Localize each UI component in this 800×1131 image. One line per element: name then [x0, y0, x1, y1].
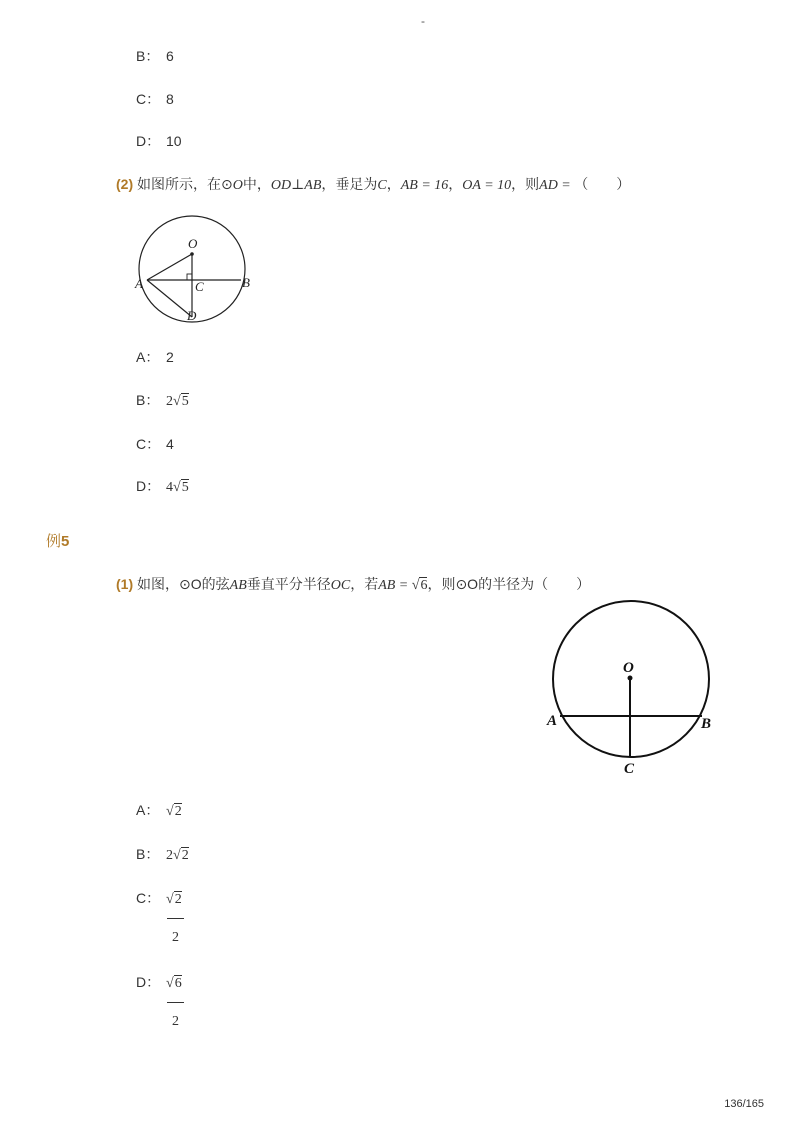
segment-oa — [147, 254, 192, 280]
stem-text: 垂直平分半径 — [246, 576, 331, 592]
circle-figure-q2 — [130, 210, 270, 326]
stem-text: 中， — [242, 176, 271, 192]
option-label: B： — [136, 846, 160, 862]
right-angle-mark — [187, 274, 192, 280]
example-number: 5 — [61, 533, 70, 550]
sqrt-numerator — [166, 890, 182, 908]
radical-sign: √ — [173, 480, 181, 495]
option-value: 10 — [166, 133, 182, 149]
label-a: A — [547, 713, 558, 729]
question-2-stem — [116, 174, 630, 194]
radicand: 5 — [181, 394, 189, 409]
center-dot — [628, 676, 633, 681]
sqrt — [173, 392, 189, 410]
stem-text: 如图，⊙O的弦 — [137, 576, 230, 592]
option-b — [136, 844, 189, 864]
label-b: B — [242, 275, 250, 290]
segment-ad — [147, 280, 192, 317]
sqrt — [173, 478, 189, 496]
fraction-bar — [167, 1002, 184, 1003]
math-oc: OC — [330, 578, 351, 593]
label-o: O — [623, 660, 634, 676]
stem-text: ， — [386, 176, 401, 192]
math-c: C — [377, 178, 387, 193]
option-label: D： — [136, 133, 161, 149]
option-c — [136, 89, 174, 109]
header-mark: - — [421, 14, 425, 28]
question-1-stem — [116, 574, 590, 594]
radicand: 2 — [174, 804, 182, 819]
circle-symbol: ⊙ — [221, 176, 233, 192]
option-label: A： — [136, 349, 160, 365]
option-label: A： — [136, 802, 160, 818]
label-c: C — [624, 761, 635, 777]
label-o: O — [188, 236, 198, 251]
math-ab-eq: AB = — [378, 578, 412, 593]
option-label: D： — [136, 478, 161, 494]
coefficient: 2 — [166, 394, 173, 409]
page-number: 136/165 — [724, 1098, 764, 1110]
math-ab-eq: AB = 16 — [400, 178, 449, 193]
option-a — [136, 800, 182, 820]
option-label: C： — [136, 436, 161, 452]
option-b — [136, 390, 189, 410]
option-label: B： — [136, 48, 160, 64]
center-dot — [190, 252, 194, 256]
fraction-bar — [167, 918, 184, 919]
option-c — [136, 888, 182, 908]
option-d — [136, 476, 189, 496]
label-c: C — [195, 279, 204, 294]
radicand: 6 — [174, 976, 182, 991]
stem-text: 如图所示，在 — [137, 176, 222, 192]
option-value: 4 — [166, 436, 174, 452]
denominator: 2 — [172, 930, 179, 945]
option-value: 6 — [166, 48, 174, 64]
example-prefix: 例 — [46, 533, 62, 550]
option-d — [136, 131, 182, 151]
coefficient: 4 — [166, 480, 173, 495]
option-label: B： — [136, 392, 160, 408]
sqrt — [173, 846, 189, 864]
option-b — [136, 46, 174, 66]
label-b: B — [701, 716, 712, 732]
radical-sign: √ — [173, 848, 181, 863]
option-label: C： — [136, 91, 161, 107]
option-value: 2 — [166, 349, 174, 365]
coefficient: 2 — [166, 848, 173, 863]
sqrt — [412, 576, 428, 594]
stem-text: ， — [448, 176, 463, 192]
sqrt-numerator — [166, 974, 182, 992]
example-heading — [46, 530, 69, 551]
option-label: D： — [136, 974, 161, 990]
math-ad-eq: AD = — [539, 178, 575, 193]
denominator: 2 — [172, 1014, 179, 1029]
radicand: 6 — [420, 578, 428, 593]
math-oa-eq: OA = 10 — [462, 178, 512, 193]
option-d — [136, 972, 182, 992]
math-o: O — [232, 178, 243, 193]
label-a: A — [135, 276, 143, 291]
stem-text: ，若 — [350, 576, 379, 592]
option-a — [136, 347, 174, 367]
stem-text: ，则⊙O的半径为（ ） — [427, 576, 591, 592]
radicand: 2 — [181, 848, 189, 863]
stem-text: ，则 — [511, 176, 540, 192]
answer-blank: （ ） — [574, 176, 631, 192]
circle-figure-q1 — [540, 600, 730, 780]
label-d: D — [187, 308, 197, 323]
radicand: 2 — [174, 892, 182, 907]
question-number: (1) — [116, 576, 134, 592]
math-od-perp-ab: OD⊥AB — [270, 178, 322, 193]
radicand: 5 — [181, 480, 189, 495]
sqrt — [166, 802, 182, 820]
option-value: 8 — [166, 91, 174, 107]
radical-sign: √ — [173, 394, 181, 409]
option-label: C： — [136, 890, 161, 906]
radical-sign: √ — [166, 976, 174, 991]
radical-sign: √ — [166, 892, 174, 907]
stem-text: ，垂足为 — [321, 176, 378, 192]
radical-sign: √ — [166, 804, 174, 819]
radical-sign: √ — [411, 578, 420, 593]
option-c — [136, 434, 174, 454]
question-number: (2) — [116, 176, 134, 192]
math-ab: AB — [229, 578, 247, 593]
